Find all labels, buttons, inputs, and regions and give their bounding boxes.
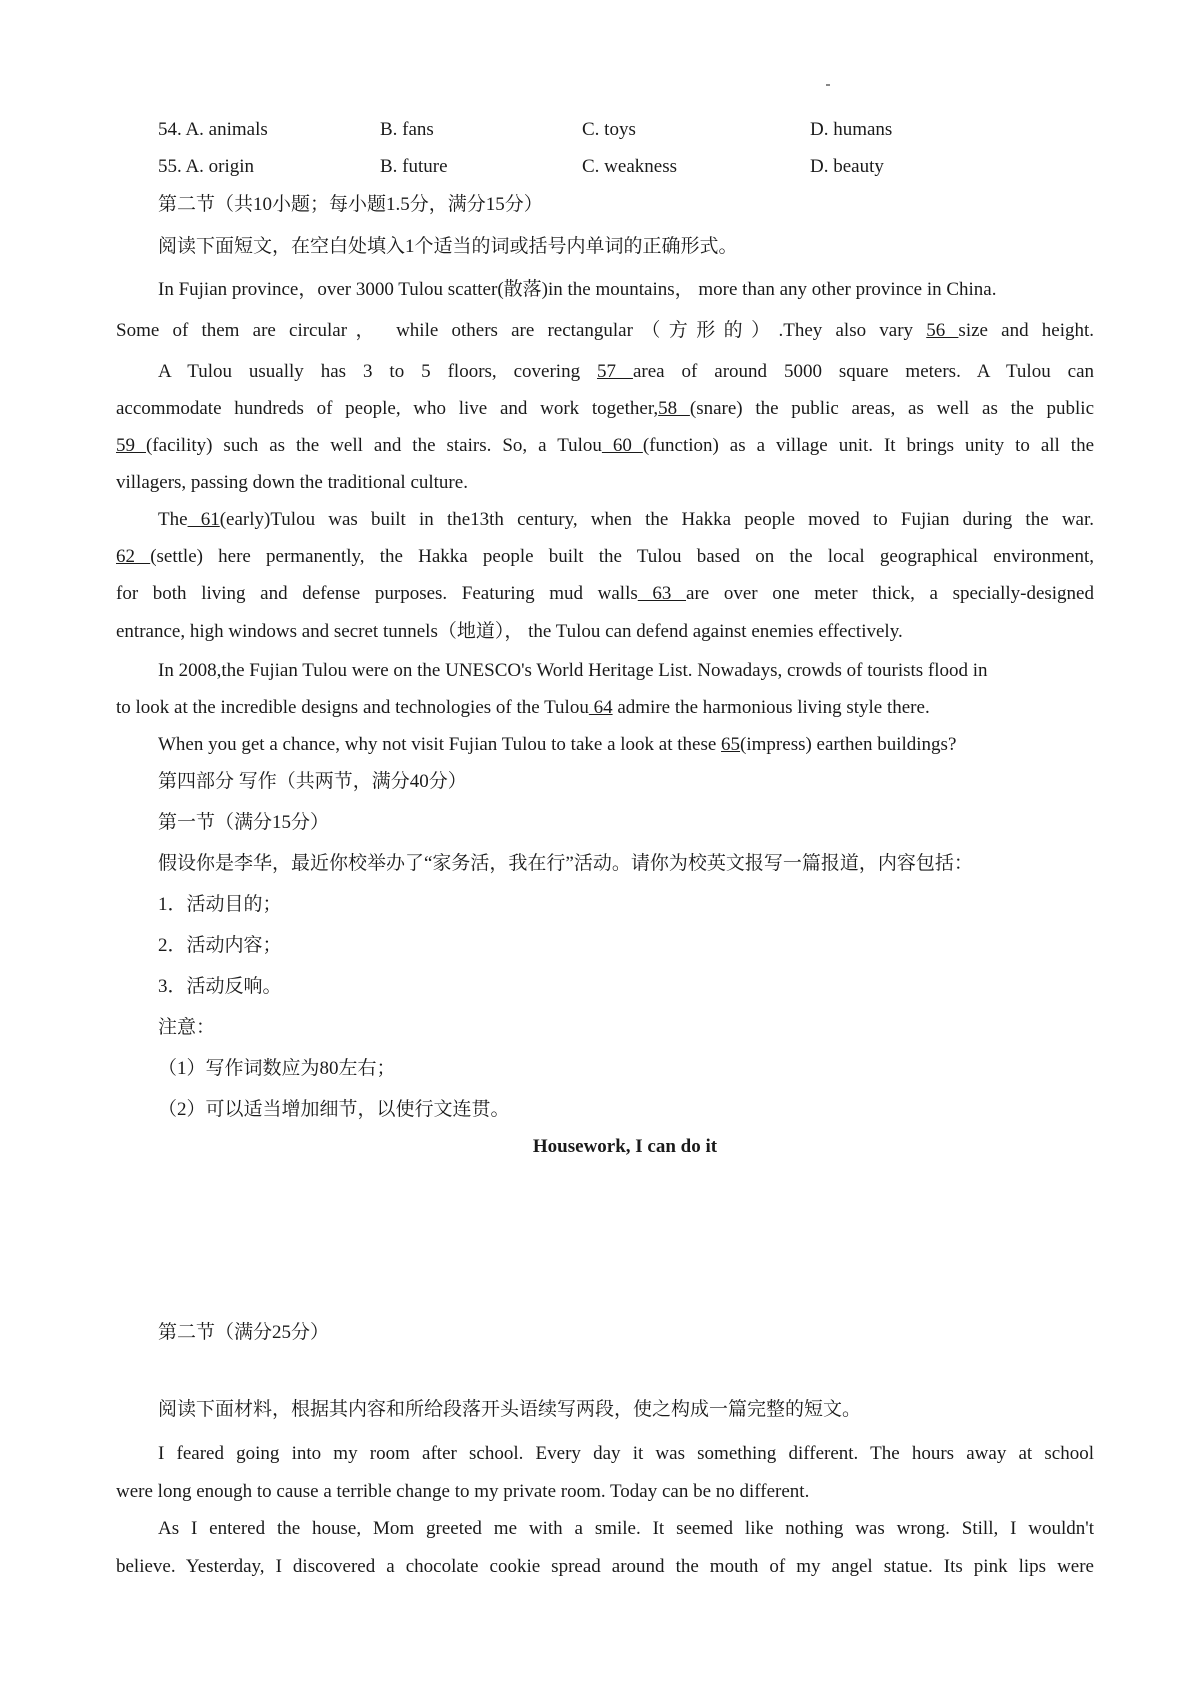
writing-sec2-heading: 第二节（满分25分） xyxy=(158,1322,330,1343)
story-line: I feared going into my room after school. Every day it was something different. The hours away at school xyxy=(158,1443,1094,1464)
blank-58: 58 xyxy=(658,398,690,419)
blank-61: 61 xyxy=(187,509,220,530)
option-54-b: B. fans xyxy=(380,119,434,140)
option-54-d: D. humans xyxy=(810,119,893,140)
section2-heading: 第二节（共10小题；每小题1.5分，满分15分） xyxy=(158,194,543,215)
passage-line: Some of them are circular， while others are rectangular（方形的）.They also vary 56 size and height. xyxy=(116,320,1095,341)
essay-title: Housework, I can do it xyxy=(532,1136,718,1157)
passage-line: to look at the incredible designs and technologies of the Tulou 64 admire the harmonious living style there. xyxy=(116,697,930,718)
passage-line: In 2008,the Fujian Tulou were on the UNESCO's World Heritage List. Nowadays, crowds of tourists flood in xyxy=(158,660,988,681)
note-item: （2）可以适当增加细节，以使行文连贯。 xyxy=(158,1099,510,1120)
passage-line: 62 (settle) here permanently, the Hakka people built the Tulou based on the local geographical environment, xyxy=(116,546,1094,567)
writing-sec2-instruction: 阅读下面材料，根据其内容和所给段落开头语续写两段，使之构成一篇完整的短文。 xyxy=(158,1399,862,1420)
option-55-a: 55. A. origin xyxy=(158,156,255,177)
option-55-c: C. weakness xyxy=(582,156,677,177)
passage-line: When you get a chance, why not visit Fujian Tulou to take a look at these 65(impress) earthen buildings? xyxy=(158,734,957,755)
option-54-c: C. toys xyxy=(582,119,636,140)
option-55-d: D. beauty xyxy=(810,156,884,177)
story-line: believe. Yesterday, I discovered a chocolate cookie spread around the mouth of my angel statue. Its pink lips were xyxy=(116,1556,1094,1577)
blank-57: 57 xyxy=(597,361,633,382)
writing-sec1-heading: 第一节（满分15分） xyxy=(158,812,330,833)
story-line: As I entered the house, Mom greeted me with a smile. It seemed like nothing was wrong. Still, I wouldn't xyxy=(158,1518,1094,1539)
blank-63: 63 xyxy=(637,583,687,604)
blank-64: 64 xyxy=(588,697,613,718)
option-55-b: B. future xyxy=(380,156,448,177)
passage-line: entrance, high windows and secret tunnels（地道）， the Tulou can defend against enemies effectively. xyxy=(116,621,903,642)
note-item: （1）写作词数应为80左右； xyxy=(158,1058,396,1079)
passage-line: In Fujian province，over 3000 Tulou scatter(散落)in the mountains， more than any other province in China. xyxy=(158,279,997,300)
blank-59: 59 xyxy=(116,435,146,456)
part4-heading: 第四部分 写作（共两节，满分40分） xyxy=(158,771,467,792)
writing-item: 2．活动内容； xyxy=(158,935,282,956)
passage-line: 59 (facility) such as the well and the stairs. So, a Tulou 60 (function) as a village unit. It brings unity to all the xyxy=(116,435,1095,456)
passage-line: The 61(early)Tulou was built in the13th century, when the Hakka people moved to Fujian during the war. xyxy=(158,509,1095,530)
blank-60: 60 xyxy=(601,435,643,456)
scan-mark xyxy=(826,84,830,86)
writing-item: 3．活动反响。 xyxy=(158,976,282,997)
section2-instruction: 阅读下面短文，在空白处填入1个适当的词或括号内单词的正确形式。 xyxy=(158,236,738,257)
writing-item: 1．活动目的； xyxy=(158,894,282,915)
writing-prompt: 假设你是李华，最近你校举办了“家务活，我在行”活动。请你为校英文报写一篇报道，内容包括： xyxy=(158,853,973,874)
option-54-a: 54. A. animals xyxy=(158,119,268,140)
note-label: 注意： xyxy=(158,1017,216,1038)
blank-62: 62 xyxy=(116,546,151,567)
passage-line: accommodate hundreds of people, who live and work together,58 (snare) the public areas, as well as the public xyxy=(116,398,1095,419)
blank-56: 56 xyxy=(926,320,959,341)
story-line: were long enough to cause a terrible change to my private room. Today can be no different. xyxy=(116,1481,810,1502)
blank-65: 65 xyxy=(721,734,741,755)
passage-line: for both living and defense purposes. Featuring mud walls 63 are over one meter thick, a specially-designed xyxy=(116,583,1094,604)
passage-line: A Tulou usually has 3 to 5 floors, covering 57 area of around 5000 square meters. A Tulou can xyxy=(158,361,1094,382)
passage-line: villagers, passing down the traditional culture. xyxy=(116,472,468,493)
